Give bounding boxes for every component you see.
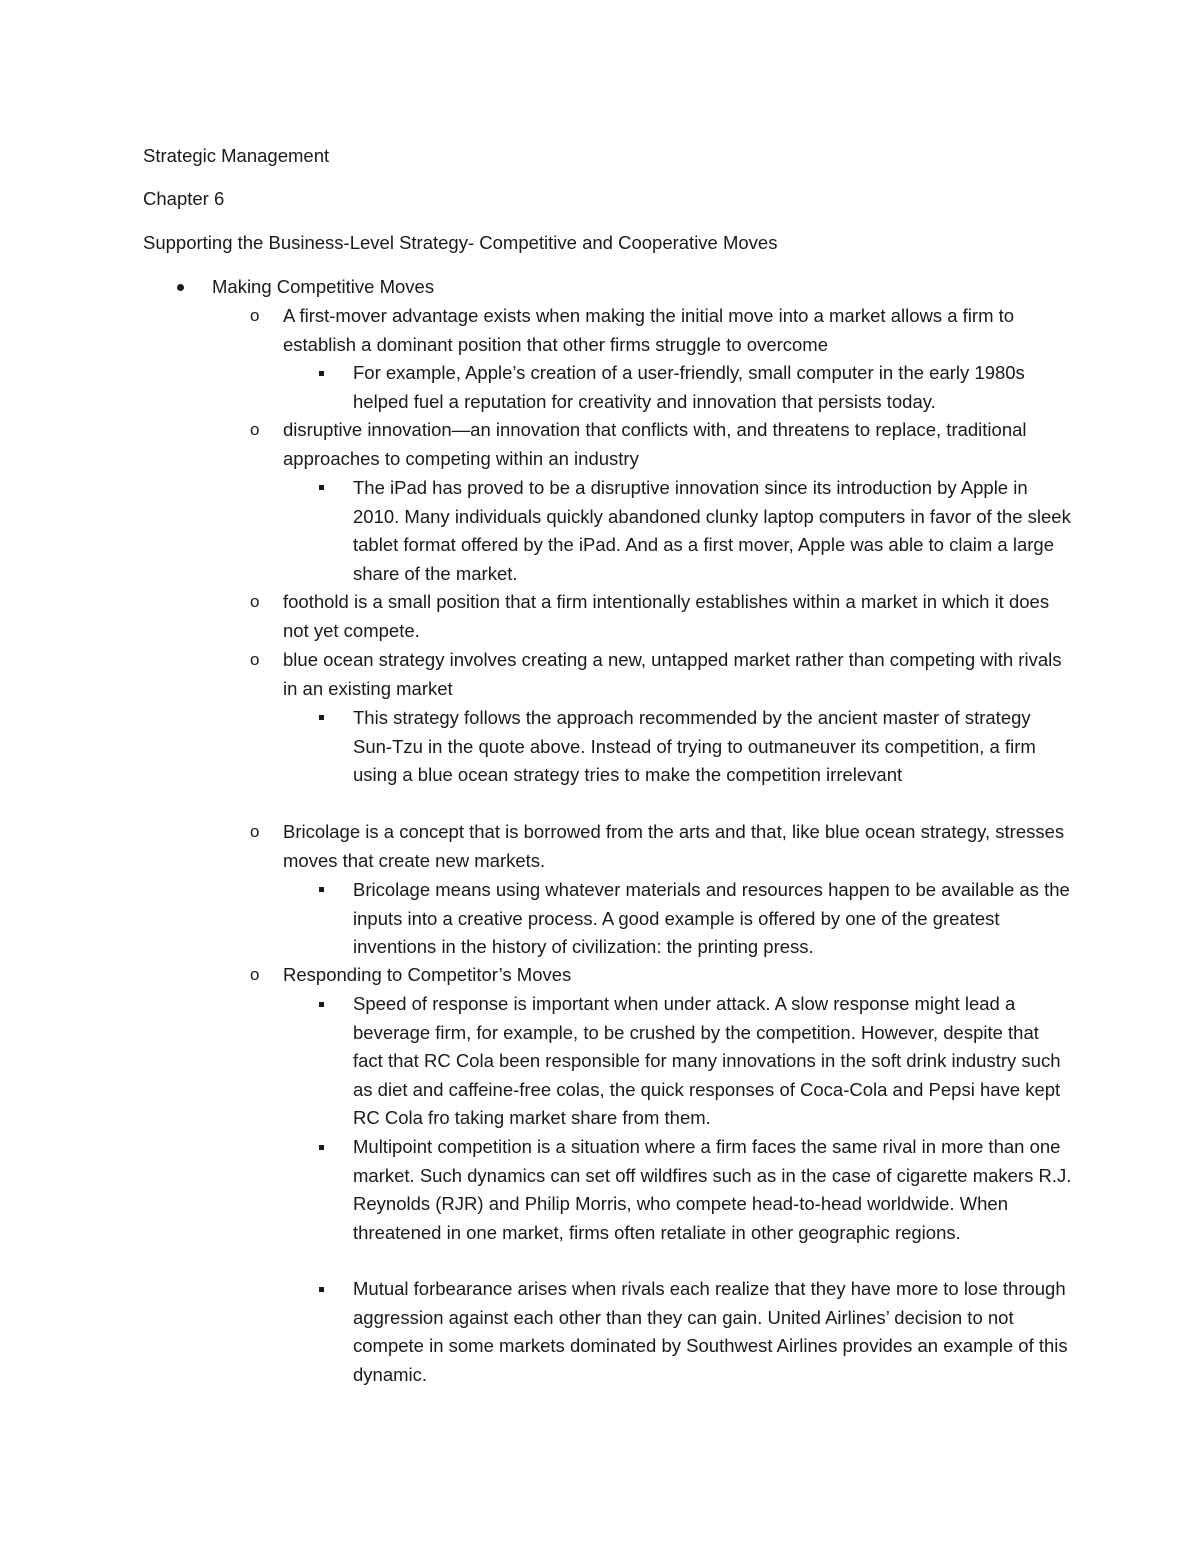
sub-list-item-text: Bricolage means using whatever materials and resources happen to be available as the inputs into a creative process. A good example is offered by one of the greatest inventions in the history of civilization: the printing press. — [353, 879, 1070, 957]
list-item — [283, 818, 1073, 875]
bullet-circle-icon: o — [250, 650, 260, 669]
list-item-text: foothold is a small position that a firm intentionally establishes within a market in which it does not yet compete. — [283, 591, 1050, 641]
sub-list-item-text: This strategy follows the approach recommended by the ancient master of strategy Sun-Tzu in the quote above. Instead of trying to outmaneuver its competition, a firm using a blue ocean strategy tries to make the competition irrelevant — [353, 707, 1036, 785]
bullet-circle-icon: o — [250, 420, 260, 439]
list-item — [283, 302, 1073, 359]
sub-list-item — [353, 704, 1073, 790]
sub-list-item — [353, 1133, 1073, 1247]
sub-list-item — [353, 359, 1073, 416]
sub-list-item-text: Speed of response is important when under attack. A slow response might lead a beverage firm, for example, to be crushed by the competition. However, despite that fact that RC Cola been responsible for many innovations in the soft drink industry such as diet and caffeine-free colas, the quick responses of Coca-Cola and Pepsi have kept RC Cola fro taking market share from them. — [353, 993, 1061, 1128]
sub-list-item — [353, 1275, 1073, 1389]
list-item-text: disruptive innovation—an innovation that conflicts with, and threatens to replace, traditional approaches to competing within an industry — [283, 419, 1027, 469]
sub-list-item-text: The iPad has proved to be a disruptive innovation since its introduction by Apple in 2010. Many individuals quickly abandoned clunky laptop computers in favor of the sleek tablet format offered by the iPad. And as a first mover, Apple was able to claim a large share of the market. — [353, 477, 1071, 584]
bullet-circle-icon: o — [250, 306, 260, 325]
list-item — [283, 588, 1073, 645]
bullet-square-icon — [319, 1002, 324, 1007]
sub-list-item-text: For example, Apple’s creation of a user-friendly, small computer in the early 1980s helped fuel a reputation for creativity and innovation that persists today. — [353, 362, 1025, 412]
bullet-dot-icon — [177, 284, 184, 291]
bullet-circle-icon: o — [250, 822, 260, 841]
bullet-square-icon — [319, 1287, 324, 1292]
bullet-square-icon — [319, 485, 324, 490]
bullet-square-icon — [319, 887, 324, 892]
list-item — [283, 961, 1073, 990]
document-title: Strategic Management — [143, 145, 330, 166]
bullet-circle-icon: o — [250, 965, 260, 984]
sub-list-item — [353, 474, 1073, 588]
sub-list-item-text: Multipoint competition is a situation where a firm faces the same rival in more than one market. Such dynamics can set off wildfires such as in the case of cigarette makers R.J. Reynolds (RJR) and Philip Morris, who compete head-to-head worldwide. When threatened in one market, firms often retaliate in other geographic regions. — [353, 1136, 1072, 1243]
bullet-square-icon — [319, 371, 324, 376]
list-item-text: blue ocean strategy involves creating a new, untapped market rather than competing with rivals in an existing market — [283, 649, 1062, 699]
document-subtitle: Supporting the Business-Level Strategy- Competitive and Cooperative Moves — [143, 232, 778, 253]
sub-list-item — [353, 990, 1073, 1133]
bullet-circle-icon: o — [250, 592, 260, 611]
sub-list-item — [353, 876, 1073, 962]
list-item — [283, 646, 1073, 703]
bullet-square-icon — [319, 1145, 324, 1150]
section-heading-text: Making Competitive Moves — [212, 276, 435, 297]
list-item-text: Bricolage is a concept that is borrowed from the arts and that, like blue ocean strategy, stresses moves that create new markets. — [283, 821, 1065, 871]
list-item-text: A first-mover advantage exists when making the initial move into a market allows a firm to establish a dominant position that other firms struggle to overcome — [283, 305, 1015, 355]
list-item-text: Responding to Competitor’s Moves — [283, 964, 572, 985]
sub-list-item-text: Mutual forbearance arises when rivals each realize that they have more to lose through aggression against each other than they can gain. United Airlines’ decision to not compete in some markets dominated by Southwest Airlines provides an example of this dynamic. — [353, 1278, 1068, 1385]
section-heading — [212, 273, 1012, 302]
chapter-label: Chapter 6 — [143, 188, 225, 209]
bullet-square-icon — [319, 715, 324, 720]
list-item — [283, 416, 1073, 473]
